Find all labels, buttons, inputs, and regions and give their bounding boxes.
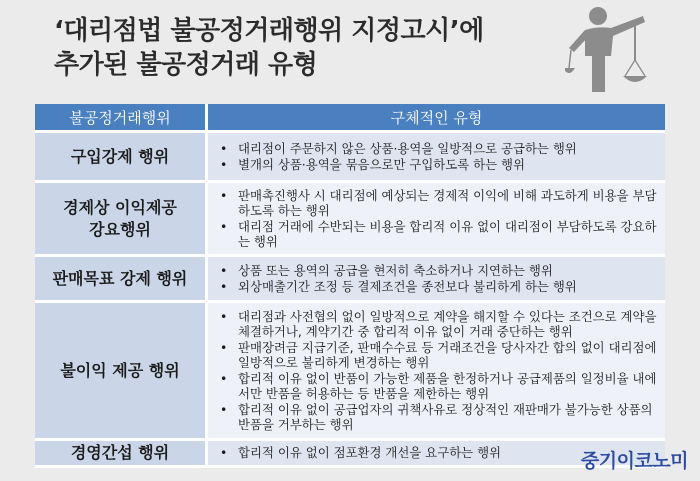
category-cell: 경영간섭 행위: [35, 440, 207, 467]
description-cell: [207, 132, 666, 182]
table-row: [35, 132, 665, 182]
page-title: [54, 14, 574, 82]
list-item: • 합리적 이유 없이 반품이 가능한 제품을 한정하거나 공급제품의 일정비율 내에서만 반품을 허용하는 등 반품을 제한하는 행위: [216, 371, 659, 402]
category-cell: 판매목표 강제 행위: [35, 256, 207, 302]
table-row: [35, 302, 665, 440]
unfair-practices-table: [35, 104, 665, 468]
title-line-2: 추가된 불공정거래 유형: [54, 50, 318, 80]
list-item: • 대리점과 사전협의 없이 일방적으로 계약을 해지할 수 있다는 조건으로 계약을 체결하거나, 계약기간 중 합리적 이유 없이 거래 중단하는 행위: [216, 309, 659, 340]
list-item: • 별개의 상품·용역을 묶음으로만 구입하도록 하는 행위: [216, 157, 659, 173]
table-row: [35, 182, 665, 256]
publisher-watermark: 중기이코노미: [580, 450, 688, 472]
description-cell: [207, 302, 666, 440]
table-row: [35, 256, 665, 302]
list-item: • 상품 또는 용역의 공급을 현저히 축소하거나 지연하는 행위: [216, 263, 659, 279]
column-header-practice: 불공정거래행위: [35, 104, 207, 132]
table-row: [35, 440, 665, 467]
list-item: • 합리적 이유 없이 점포환경 개선을 요구하는 행위: [216, 445, 659, 461]
list-item: • 합리적 이유 없이 공급업자의 귀책사유로 정상적인 재판매가 불가능한 상품의 반품을 거부하는 행위: [216, 402, 659, 433]
category-cell: 구입강제 행위: [35, 132, 207, 182]
description-cell: [207, 182, 666, 256]
list-item: • 대리점이 주문하지 않은 상품·용역을 일방적으로 공급하는 행위: [216, 141, 659, 157]
justice-scale-icon: [565, 4, 650, 92]
table-header-row: [35, 104, 665, 132]
title-line-1: ‘대리점법 불공정거래행위 지정고시’에: [54, 16, 484, 46]
list-item: • 판매촉진행사 시 대리점에 예상되는 경제적 이익에 비해 과도하게 비용을 부담하도록 하는 행위: [216, 188, 659, 219]
description-cell: [207, 256, 666, 302]
list-item: • 대리점 거래에 수반되는 비용을 합리적 이유 없이 대리점이 부담하도록 강요하는 행위: [216, 219, 659, 250]
category-cell: [35, 182, 207, 256]
list-item: • 외상매출기간 조정 등 결제조건을 종전보다 불리하게 하는 행위: [216, 279, 659, 295]
category-label: 경제상 이익제공 강요행위: [63, 197, 177, 239]
column-header-types: 구체적인 유형: [207, 104, 666, 132]
list-item: • 판매장려금 지급기준, 판매수수료 등 거래조건을 당사자간 합의 없이 대리점에 일방적으로 불리하게 변경하는 행위: [216, 340, 659, 371]
category-cell: 불이익 제공 행위: [35, 302, 207, 440]
